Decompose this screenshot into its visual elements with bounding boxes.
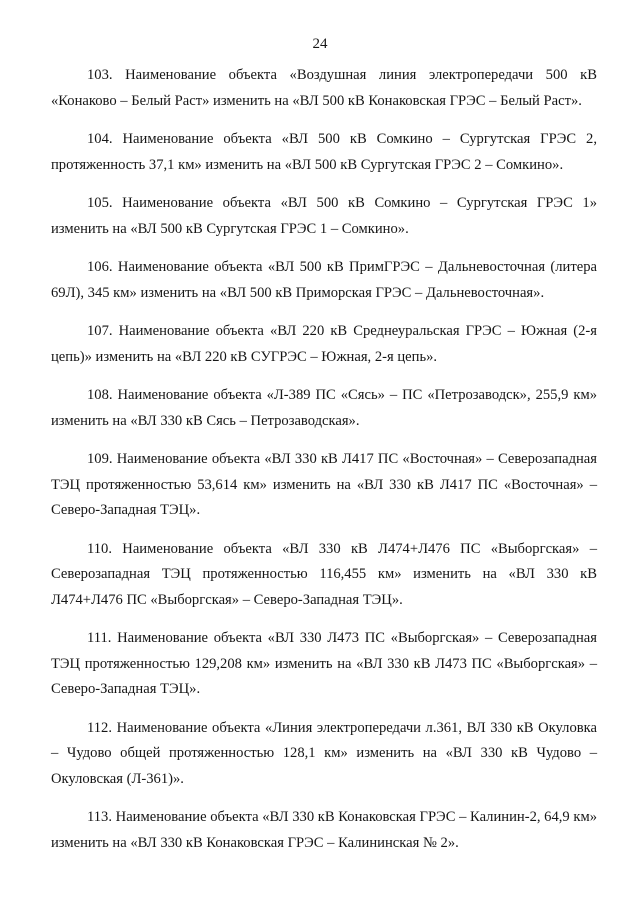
paragraph-105: 105. Наименование объекта «ВЛ 500 кВ Сомкино – Сургутская ГРЭС 1» изменить на «ВЛ 500 кВ Сургутская ГРЭС 1 – Сомкино». [51,195,597,237]
paragraph-112: 112. Наименование объекта «Линия электропередачи л.361, ВЛ 330 кВ Окуловка – Чудово общей протяженностью 128,1 км» изменить на «ВЛ 330 кВ Чудово – Окуловская (Л-361)». [51,719,597,787]
paragraph-106: 106. Наименование объекта «ВЛ 500 кВ ПримГРЭС – Дальневосточная (литера 69Л), 345 км» изменить на «ВЛ 500 кВ Приморская ГРЭС – Дальневосточная». [51,259,597,301]
paragraph-108: 108. Наименование объекта «Л-389 ПС «Сясь» – ПС «Петрозаводск», 255,9 км» изменить на «ВЛ 330 кВ Сясь – Петрозаводская». [51,387,597,429]
paragraph-107: 107. Наименование объекта «ВЛ 220 кВ Среднеуральская ГРЭС – Южная (2-я цепь)» изменить на «ВЛ 220 кВ СУГРЭС – Южная, 2-я цепь». [51,323,597,365]
document-body [51,63,597,856]
paragraph-110: 110. Наименование объекта «ВЛ 330 кВ Л474+Л476 ПС «Выборгская» – Северозападная ТЭЦ протяженностью 116,455 км» изменить на «ВЛ 330 кВ Л474+Л476 ПС «Выборгская» – Северо-Западная ТЭЦ». [51,540,597,608]
paragraph-103: 103. Наименование объекта «Воздушная линия электропередачи 500 кВ «Конаково – Белый Раст» изменить на «ВЛ 500 кВ Конаковская ГРЭС – Белый Раст». [51,67,597,109]
paragraph-109: 109. Наименование объекта «ВЛ 330 кВ Л417 ПС «Восточная» – Северозападная ТЭЦ протяженностью 53,614 км» изменить на «ВЛ 330 кВ Л417 ПС «Восточная» – Северо-Западная ТЭЦ». [51,451,597,518]
paragraph-111: 111. Наименование объекта «ВЛ 330 Л473 ПС «Выборгская» – Северозападная ТЭЦ протяженностью 129,208 км» изменить на «ВЛ 330 кВ Л473 ПС «Выборгская» – Северо-Западная ТЭЦ». [51,630,597,697]
paragraph-113: 113. Наименование объекта «ВЛ 330 кВ Конаковская ГРЭС – Калинин-2, 64,9 км» изменить на «ВЛ 330 кВ Конаковская ГРЭС – Калининская № 2». [51,809,597,851]
paragraph-104: 104. Наименование объекта «ВЛ 500 кВ Сомкино – Сургутская ГРЭС 2, протяженность 37,1 км» изменить на «ВЛ 500 кВ Сургутская ГРЭС 2 – Сомкино». [51,131,597,173]
page-number: 24 [312,36,328,52]
